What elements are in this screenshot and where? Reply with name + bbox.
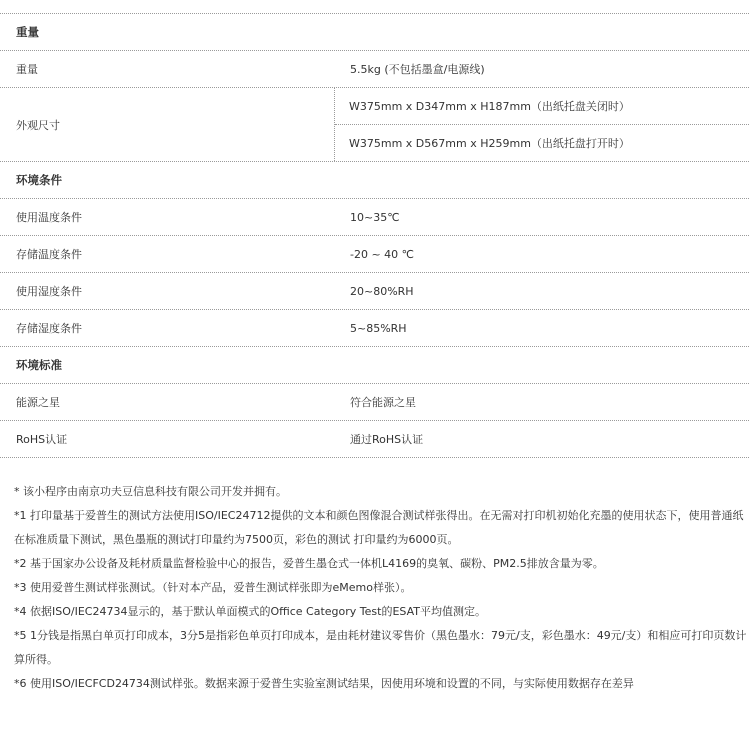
spec-value: W375mm x D347mm x H187mm（出纸托盘关闭时） [349, 100, 630, 113]
spec-row-op-temp [0, 199, 749, 236]
section-header-env-standards [0, 347, 749, 384]
footnote: *6 使用ISO/IECFCD24734测试样张。数据来源于爱普生实验室测试结果，因使用环境和设置的不同，与实际使用数据存在差异 [14, 677, 634, 690]
footnote: *2 基于国家办公设备及耗材质量监督检验中心的报告，爱普生墨仓式一体机L4169的臭氧、碳粉、PM2.5排放含量为零。 [14, 557, 604, 570]
spec-value: 5.5kg (不包括墨盒/电源线) [350, 63, 485, 76]
spec-value: 符合能源之星 [350, 396, 416, 409]
section-header-env-conditions [0, 162, 749, 199]
section-title: 环境条件 [16, 173, 62, 187]
footnote: *4 依据ISO/IEC24734显示的，基于默认单面模式的Office Category Test的ESAT平均值测定。 [14, 605, 486, 618]
spec-value: -20 ~ 40 ℃ [350, 247, 415, 261]
section-title: 环境标准 [16, 358, 62, 372]
spec-row-storage-temp [0, 236, 749, 273]
spec-label: 存储温度条件 [16, 248, 82, 261]
section-title: 重量 [16, 25, 39, 39]
spec-value: W375mm x D567mm x H259mm（出纸托盘打开时） [335, 124, 749, 161]
section-header-weight [0, 14, 749, 51]
footnote: *5 1分钱是指黑白单页打印成本，3分5是指彩色单页打印成本，是由耗材建议零售价（黑色墨水：79元/支，彩色墨水：49元/支）和相应可打印页数计算所得。 [14, 629, 747, 666]
footnotes [14, 480, 749, 696]
spec-row-energy-star [0, 384, 749, 421]
spec-label: 外观尺寸 [0, 88, 335, 161]
spec-label: 存储湿度条件 [16, 322, 82, 335]
spec-row-dimensions [0, 88, 749, 162]
spec-table [0, 13, 749, 458]
footnote: *3 使用爱普生测试样张测试。（针对本产品，爱普生测试样张即为eMemo样张）。 [14, 581, 412, 594]
footnote: *1 打印量基于爱普生的测试方法使用ISO/IEC24712提供的文本和颜色图像混合测试样张得出。在无需对打印机初始化充墨的使用状态下，使用普通纸在标准质量下测试，黑色墨瓶的测试打印量约为7500页，彩色的测试 打印量约为6000页。 [14, 509, 744, 546]
spec-row-op-humidity [0, 273, 749, 310]
spec-label: 使用温度条件 [16, 211, 82, 224]
spec-row-rohs [0, 421, 749, 458]
spec-value: 5~85%RH [350, 321, 407, 335]
spec-row-weight [0, 51, 749, 88]
spec-value: 20~80%RH [350, 284, 414, 298]
spec-value: 10~35℃ [350, 210, 400, 224]
spec-label: 重量 [16, 63, 38, 76]
spec-label: 使用湿度条件 [16, 285, 82, 298]
footnote: * 该小程序由南京功夫豆信息科技有限公司开发并拥有。 [14, 485, 287, 498]
spec-values [335, 88, 749, 161]
spec-row-storage-humidity [0, 310, 749, 347]
spec-label: 能源之星 [16, 396, 60, 409]
spec-label: RoHS认证 [16, 433, 68, 446]
spec-value: 通过RoHS认证 [350, 433, 424, 446]
